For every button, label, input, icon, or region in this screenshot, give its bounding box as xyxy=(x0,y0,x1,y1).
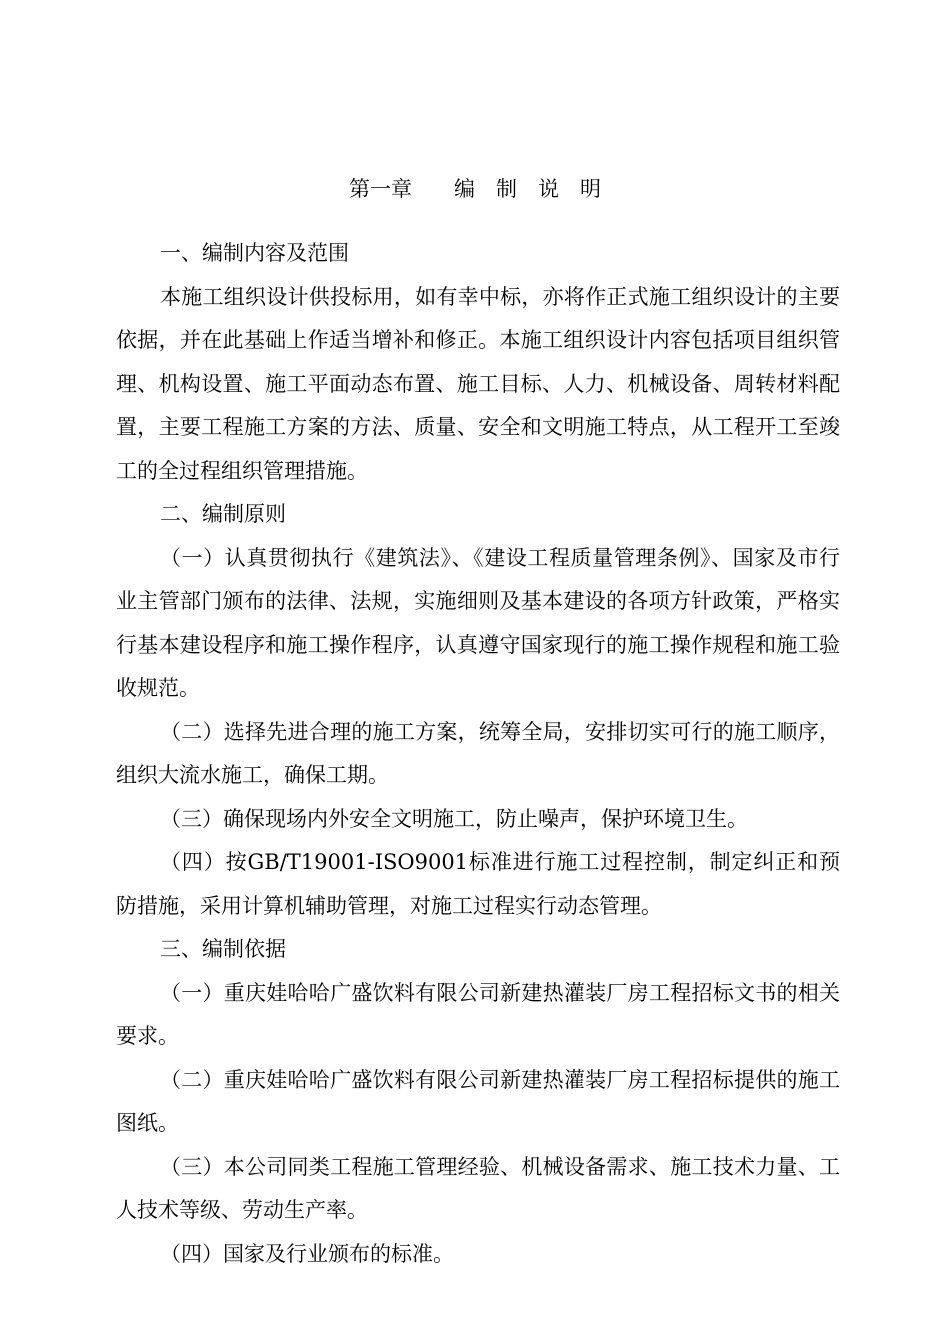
section-2-heading: 二、编制原则 xyxy=(160,502,286,526)
section-2-paragraph-4: （四）按GB/T19001-ISO9001标准进行施工过程控制，制定纠正和预防措施，采用计算机辅助管理，对施工过程实行动态管理。 xyxy=(116,850,840,918)
section-3-paragraph-4: （四）国家及行业颁布的标准。 xyxy=(160,1241,454,1266)
section-1-heading: 一、编制内容及范围 xyxy=(160,241,349,265)
section-2-paragraph-1: （一）认真贯彻执行《建筑法》、《建设工程质量管理条例》、国家及市行业主管部门颁布的法律、法规，实施细则及基本建设的各项方针政策，严格实行基本建设程序和施工操作程序，认真遵守国家现行的施工操作规程和施工验收规范。 xyxy=(116,545,840,700)
section-3-paragraph-2: （二）重庆娃哈哈广盛饮料有限公司新建热灌装厂房工程招标提供的施工图纸。 xyxy=(116,1067,840,1135)
section-3-paragraph-1: （一）重庆娃哈哈广盛饮料有限公司新建热灌装厂房工程招标文书的相关要求。 xyxy=(116,980,840,1048)
section-3-paragraph-3: （三）本公司同类工程施工管理经验、机械设备需求、施工技术力量、工人技术等级、劳动生产率。 xyxy=(116,1154,840,1222)
section-2-paragraph-3: （三）确保现场内外安全文明施工，防止噪声，保护环境卫生。 xyxy=(160,806,748,831)
section-2-paragraph-2: （二）选择先进合理的施工方案，统筹全局，安排切实可行的施工顺序，组织大流水施工，确保工期。 xyxy=(116,719,840,787)
chapter-title: 第一章 编 制 说 明 xyxy=(349,177,601,201)
section-1-paragraph-1: 本施工组织设计供投标用，如有幸中标，亦将作正式施工组织设计的主要依据，并在此基础上作适当增补和修正。本施工组织设计内容包括项目组织管理、机构设置、施工平面动态布置、施工目标、人力、机械设备、周转材料配置，主要工程施工方案的方法、质量、安全和文明施工特点，从工程开工至竣工的全过程组织管理措施。 xyxy=(116,284,840,483)
section-3-heading: 三、编制依据 xyxy=(160,937,286,961)
document-body xyxy=(116,232,840,1276)
